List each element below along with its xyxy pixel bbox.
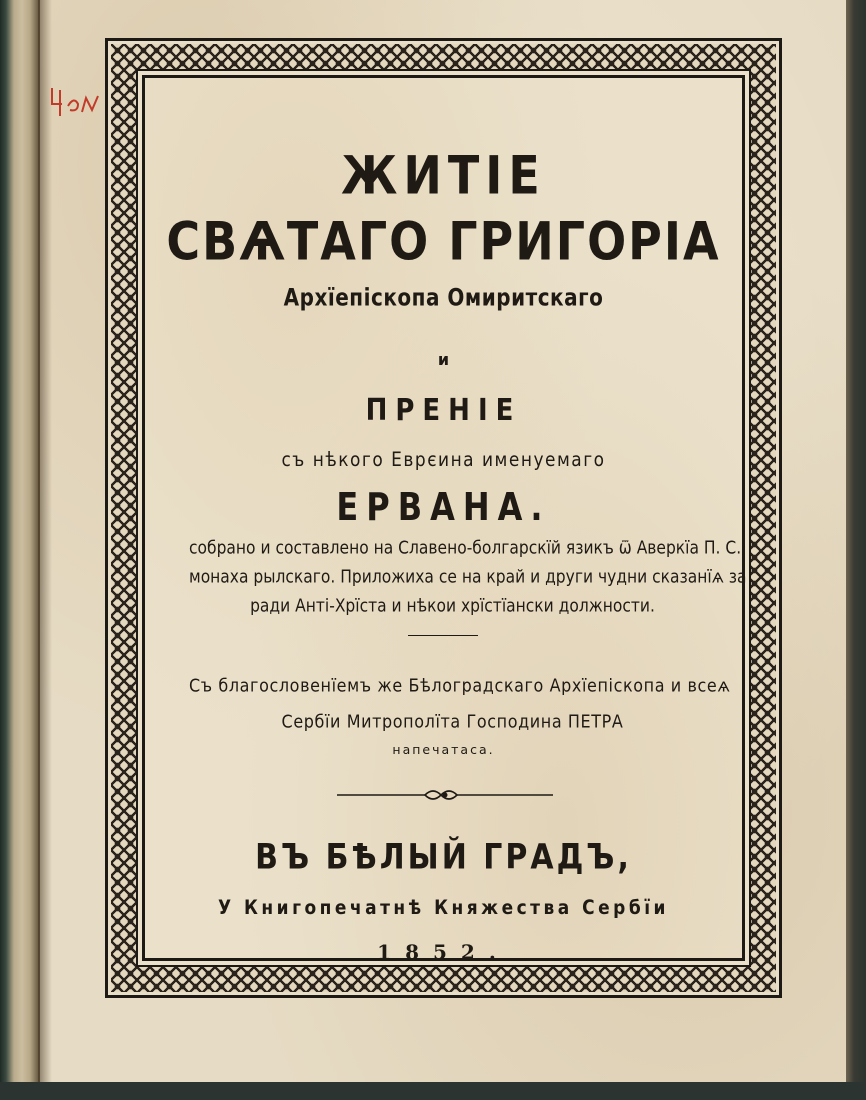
printed-note: напечатаса.	[392, 742, 495, 757]
with-line: съ нѣкого Еврєина именуемаго	[281, 448, 606, 472]
heading-prenie: ПРЕНІЕ	[365, 393, 522, 429]
spine-shadow	[38, 0, 52, 1100]
ornament-divider	[333, 785, 557, 805]
ornamental-border	[105, 38, 782, 998]
description-line: собрано и составлено на Славено-болгарскїй язикъ ѿ Аверкїа П. С.	[189, 537, 742, 558]
press-line: У Книгопечатнѣ Княжества Сербїи	[218, 896, 669, 920]
blessing-line: Съ благословенїемъ же Бѣлоградскаго Архїепіскопа и всеѧ	[189, 674, 731, 697]
book-edge-left	[0, 0, 40, 1100]
description-paragraph	[189, 533, 747, 620]
pencil-note-mark	[48, 82, 108, 122]
description-line: монаха рылскаго. Приложиха се на край и други чудни сказанїѧ за	[189, 566, 747, 588]
scan-background-bottom	[0, 1082, 866, 1100]
blessing-paragraph	[189, 668, 731, 740]
subtitle: Архїепіскопа Омиритскаго	[283, 282, 604, 312]
title-line-1: ЖИТІЕ	[341, 143, 546, 207]
book-edge-right	[846, 0, 866, 1100]
conjunction: и	[437, 350, 450, 369]
city-line: ВЪ БѢЛЫЙ ГРАДЪ,	[255, 837, 632, 878]
name-heading: ЕРВАНА.	[336, 484, 551, 530]
divider-rule	[408, 635, 478, 636]
description-line: ради Анті-Хрїста и нѣкои хрїстїански должности.	[250, 596, 655, 617]
title-line-2: СВѦТАГО ГРИГОРІА	[166, 209, 721, 273]
blessing-line: Сербїи Митрополїта Господина ПЕТРА	[281, 710, 624, 732]
title-page-content	[142, 75, 747, 964]
publication-year: 1852.	[377, 940, 510, 964]
